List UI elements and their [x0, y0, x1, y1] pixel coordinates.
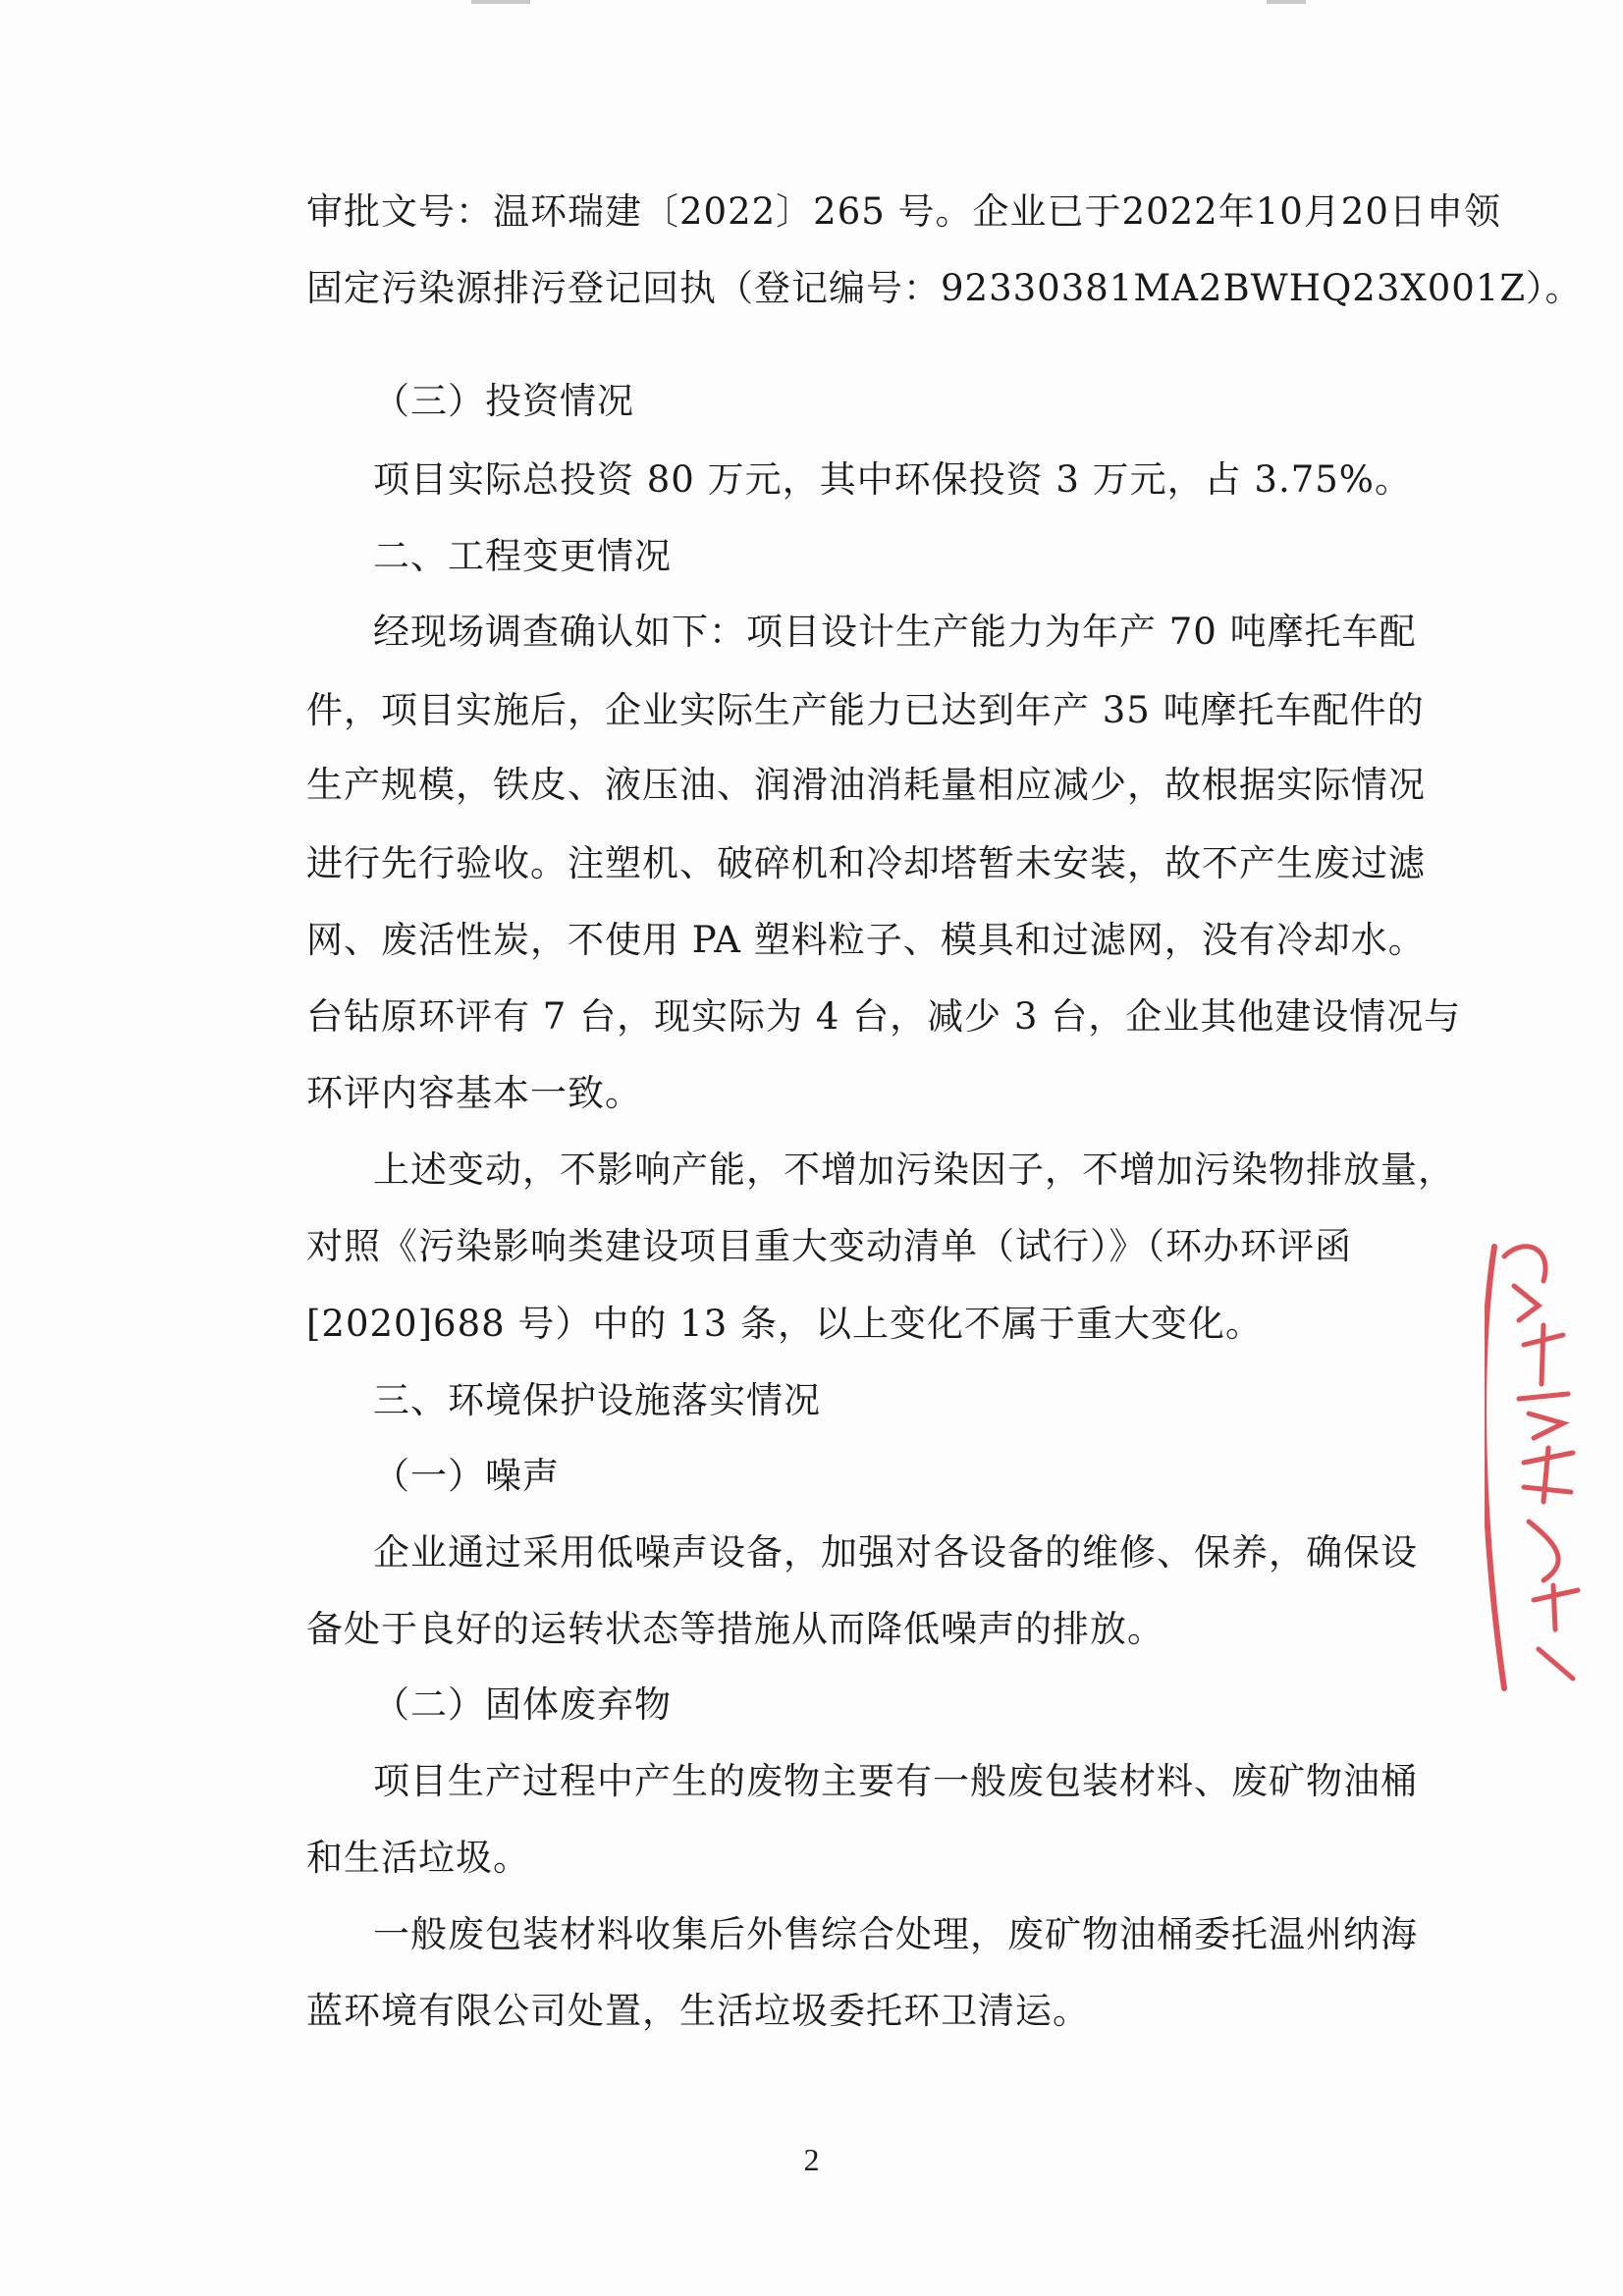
- text-line: 审批文号：温环瑞建〔2022〕265 号。企业已于2022年10月20日申领: [306, 190, 1501, 233]
- text-line: 网、废活性炭，不使用 PA 塑料粒子、模具和过滤网，没有冷却水。: [306, 919, 1426, 961]
- section-heading: （一）噪声: [373, 1455, 560, 1497]
- text-line: 环评内容基本一致。: [306, 1072, 642, 1114]
- text-line: 备处于良好的运转状态等措施从而降低噪声的排放。: [306, 1608, 1164, 1650]
- text-line: 和生活垃圾。: [306, 1837, 530, 1879]
- text-line: 经现场调查确认如下：项目设计生产能力为年产 70 吨摩托车配: [373, 611, 1417, 653]
- section-heading: （三）投资情况: [373, 380, 634, 422]
- scan-mark: [471, 0, 530, 4]
- text-line: 一般废包装材料收集后外售综合处理，废矿物油桶委托温州纳海: [373, 1913, 1418, 1955]
- section-heading: 二、工程变更情况: [373, 535, 672, 577]
- text-line: 件，项目实施后，企业实际生产能力已达到年产 35 吨摩托车配件的: [306, 689, 1425, 731]
- text-line: 对照《污染影响类建设项目重大变动清单（试行）》（环办环评函: [306, 1225, 1352, 1267]
- text-line: 生产规模，铁皮、液压油、润滑油消耗量相应减少，故根据实际情况: [306, 764, 1426, 806]
- text-line: 上述变动，不影响产能，不增加污染因子，不增加污染物排放量，: [373, 1148, 1455, 1191]
- seal-stamp-icon: [1485, 1227, 1593, 1698]
- text-line: 进行先行验收。注塑机、破碎机和冷却塔暂未安装，故不产生废过滤: [306, 842, 1426, 884]
- text-line: 固定污染源排污登记回执（登记编号：92330381MA2BWHQ23X001Z）。: [306, 267, 1583, 309]
- page-number: 2: [803, 2142, 820, 2177]
- section-heading: （二）固体废弃物: [373, 1683, 672, 1726]
- section-heading: 三、环境保护设施落实情况: [373, 1379, 821, 1421]
- text-line: 项目实际总投资 80 万元，其中环保投资 3 万元，占 3.75%。: [373, 458, 1412, 501]
- text-line: 项目生产过程中产生的废物主要有一般废包装材料、废矿物油桶: [373, 1760, 1418, 1802]
- text-line: 蓝环境有限公司处置，生活垃圾委托环卫清运。: [306, 1990, 1090, 2032]
- text-line: 企业通过采用低噪声设备，加强对各设备的维修、保养，确保设: [373, 1531, 1418, 1574]
- text-line: 台钻原环评有 7 台，现实际为 4 台，减少 3 台，企业其他建设情况与: [306, 995, 1462, 1038]
- text-line: [2020]688 号）中的 13 条，以上变化不属于重大变化。: [306, 1303, 1264, 1345]
- scan-mark: [1267, 0, 1306, 4]
